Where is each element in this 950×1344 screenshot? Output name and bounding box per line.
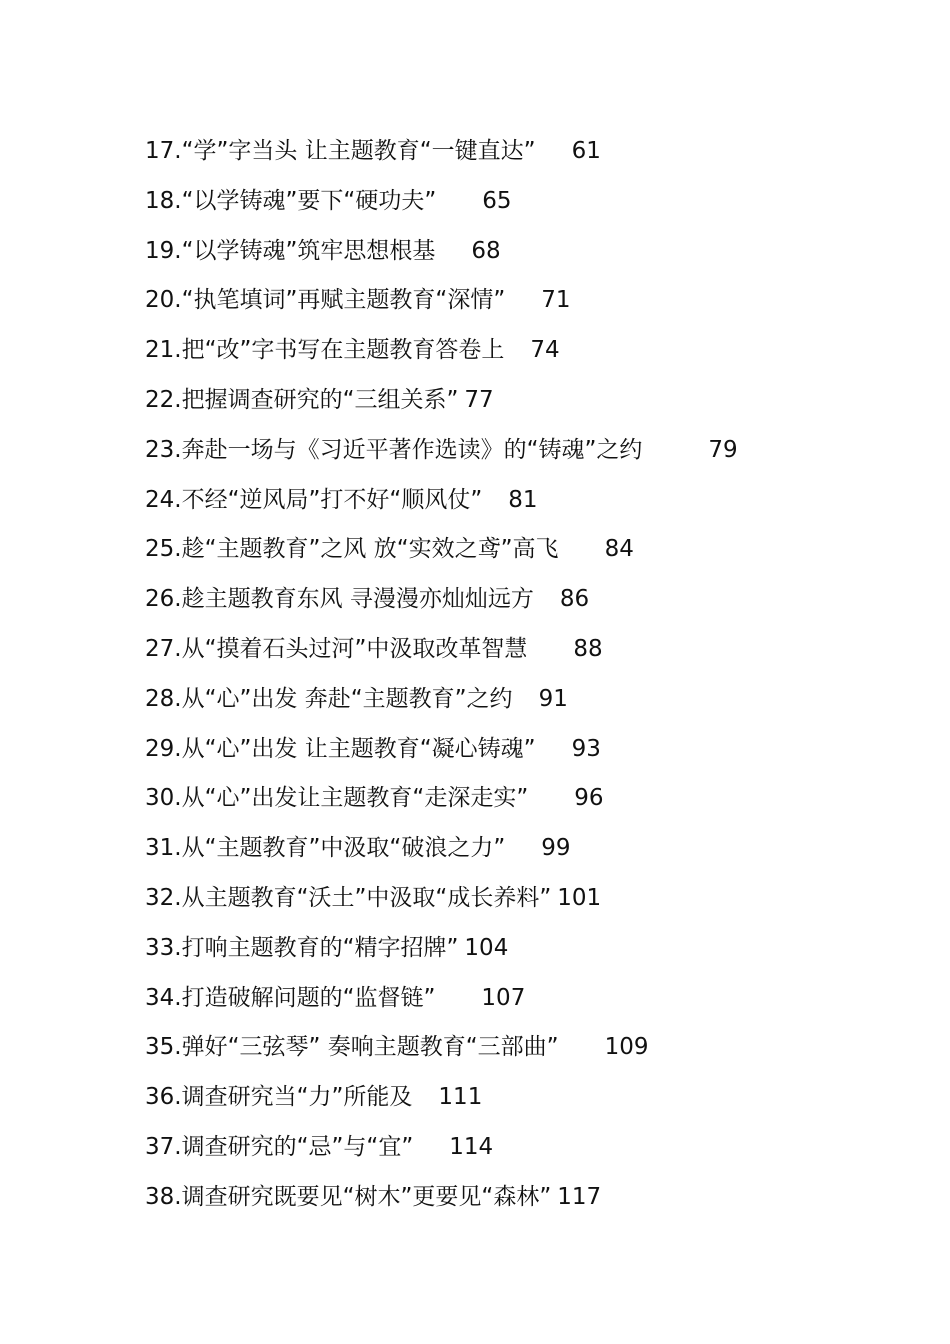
toc-entry-title: 31.从“主题教育”中汲取“破浪之力” xyxy=(145,835,506,862)
toc-entry xyxy=(145,731,905,781)
toc-entry-title: 36.调查研究当“力”所能及 xyxy=(145,1084,413,1111)
table-of-contents xyxy=(145,133,905,1229)
toc-entry xyxy=(145,1079,905,1129)
toc-entry xyxy=(145,183,905,233)
toc-entry-title: 23.奔赴一场与《习近平著作选读》的“铸魂”之约 xyxy=(145,436,643,463)
toc-entry-page-number: 107 xyxy=(481,984,526,1011)
toc-entry-title: 17.“学”字当头 让主题教育“一键直达” xyxy=(145,138,536,164)
toc-entry xyxy=(145,382,905,432)
toc-entry-page-number: 74 xyxy=(530,337,560,364)
toc-entry-title: 33.打响主题教育的“精字招牌” xyxy=(145,934,459,961)
toc-entry-title: 25.趁“主题教育”之风 放“实效之鸢”高飞 xyxy=(145,536,559,563)
toc-entry-page-number: 104 xyxy=(464,934,509,961)
toc-entry xyxy=(145,133,905,183)
toc-entry-title: 19.“以学铸魂”筑牢思想根基 xyxy=(145,237,436,264)
toc-entry-title: 20.“执笔填词”再赋主题教育“深情” xyxy=(145,287,506,314)
toc-entry-title: 37.调查研究的“忌”与“宜” xyxy=(145,1133,414,1160)
toc-entry-title: 29.从“心”出发 让主题教育“凝心铸魂” xyxy=(145,735,536,762)
toc-entry-page-number: 77 xyxy=(464,386,494,413)
toc-entry xyxy=(145,1179,905,1229)
toc-entry-page-number: 84 xyxy=(604,536,634,563)
toc-entry xyxy=(145,332,905,382)
toc-entry-title: 27.从“摸着石头过河”中汲取改革智慧 xyxy=(145,635,528,662)
toc-entry xyxy=(145,531,905,581)
toc-entry-page-number: 101 xyxy=(557,884,602,911)
toc-entry-page-number: 79 xyxy=(708,436,738,463)
toc-entry xyxy=(145,233,905,283)
toc-entry-page-number: 61 xyxy=(571,138,601,164)
toc-entry xyxy=(145,581,905,631)
toc-entry-page-number: 93 xyxy=(571,735,601,762)
toc-entry xyxy=(145,1029,905,1079)
toc-entry-title: 38.调查研究既要见“树木”更要见“森林” xyxy=(145,1183,552,1210)
toc-entry-title: 30.从“心”出发让主题教育“走深走实” xyxy=(145,785,529,812)
toc-entry xyxy=(145,631,905,681)
toc-entry-page-number: 88 xyxy=(573,635,603,662)
toc-entry-title: 21.把“改”字书写在主题教育答卷上 xyxy=(145,337,505,364)
toc-entry-title: 32.从主题教育“沃土”中汲取“成长养料” xyxy=(145,884,552,911)
toc-entry-page-number: 114 xyxy=(449,1133,494,1160)
toc-entry-title: 26.趁主题教育东风 寻漫漫亦灿灿远方 xyxy=(145,586,534,613)
toc-entry-page-number: 109 xyxy=(604,1034,649,1061)
toc-entry-page-number: 117 xyxy=(557,1183,602,1210)
toc-entry-page-number: 81 xyxy=(508,486,538,513)
toc-entry xyxy=(145,681,905,731)
toc-entry xyxy=(145,780,905,830)
toc-entry xyxy=(145,830,905,880)
toc-entry-title: 35.弹好“三弦琴” 奏响主题教育“三部曲” xyxy=(145,1034,559,1061)
toc-entry-title: 24.不经“逆风局”打不好“顺风仗” xyxy=(145,486,483,513)
toc-entry-page-number: 99 xyxy=(541,835,571,862)
toc-entry-page-number: 96 xyxy=(574,785,604,812)
toc-entry-page-number: 68 xyxy=(471,237,501,264)
toc-entry-title: 28.从“心”出发 奔赴“主题教育”之约 xyxy=(145,685,513,712)
toc-entry xyxy=(145,980,905,1030)
toc-entry-page-number: 86 xyxy=(559,586,590,613)
toc-entry-page-number: 65 xyxy=(482,187,512,214)
toc-entry-page-number: 71 xyxy=(541,287,571,314)
toc-entry xyxy=(145,880,905,930)
toc-entry-title: 18.“以学铸魂”要下“硬功夫” xyxy=(145,187,437,214)
toc-entry xyxy=(145,282,905,332)
toc-entry xyxy=(145,930,905,980)
toc-entry-title: 22.把握调查研究的“三组关系” xyxy=(145,386,459,413)
toc-entry xyxy=(145,482,905,532)
toc-entry-title: 34.打造破解问题的“监督链” xyxy=(145,984,436,1011)
toc-entry-page-number: 111 xyxy=(438,1084,483,1111)
toc-entry xyxy=(145,1129,905,1179)
toc-entry-page-number: 91 xyxy=(538,685,568,712)
toc-entry xyxy=(145,432,905,482)
